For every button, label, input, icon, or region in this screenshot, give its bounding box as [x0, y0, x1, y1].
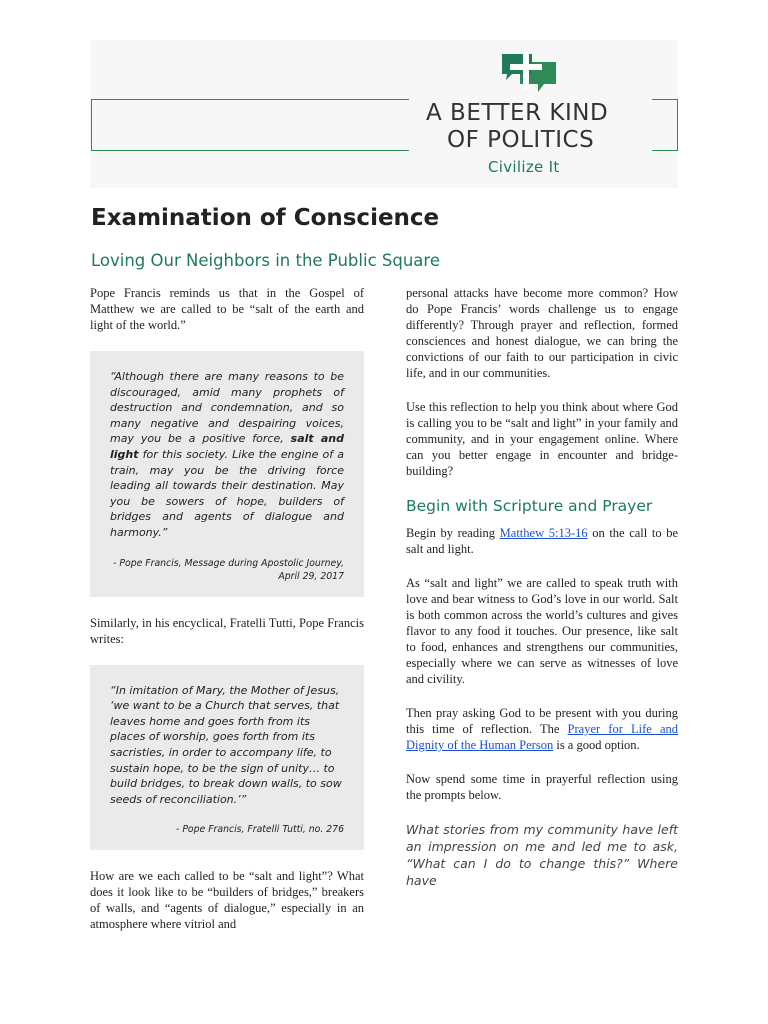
encyclical-paragraph: Similarly, in his encyclical, Fratelli Tutti, Pope Francis writes: [90, 615, 364, 646]
reflection-paragraph: Use this reflection to help you think about where God is calling you to be “salt and light” in your family and community, and in your engagement online. Where can you better engage in encounter and bridge-building? [406, 400, 678, 478]
quote-box-fratelli-tutti [90, 665, 364, 851]
reflection-prompt: What stories from my community have left an impression on me and led me to ask, “What can I do to change this?” Where have [406, 822, 678, 888]
text-part: Then pray asking God to be present with you during this time of reflection. The [406, 706, 678, 736]
quote-emphasis: salt and light [110, 432, 344, 461]
document-title: Examination of Conscience [91, 205, 440, 231]
text-part: Begin by reading [406, 526, 500, 540]
logo-text-line2: OF POLITICS [447, 127, 595, 153]
prayer-for-life-link[interactable]: Prayer for Life and Dignity of the Human Person [406, 722, 678, 752]
left-column [90, 285, 364, 950]
scripture-paragraph [406, 525, 678, 557]
prompts-intro-paragraph: Now spend some time in prayerful reflection using the prompts below. [406, 772, 678, 802]
quote-box-apostolic-journey [90, 351, 364, 597]
salt-light-paragraph: As “salt and light” we are called to speak truth with love and bear witness to God’s love in our world. Salt is both common across the world’s cultures and gives flavor to any food it touches. Our presence, like salt to food, enhances and strengthens our communities, especially where we can serve as witnesses of love and civility. [406, 576, 678, 686]
document-subtitle: Loving Our Neighbors in the Public Square [91, 251, 440, 270]
header-bracket-left [91, 99, 409, 151]
text-part: is a good option. [553, 738, 640, 752]
salt-and-light-question-paragraph: How are we each called to be “salt and light”? What does it look like to be “builders of bridges,” breakers of walls, and “agents of dialogue,” especially in an atmosphere where vitriol and [90, 869, 364, 932]
quote-text-part: for this society. Like the engine of a train, may you be the driving force leading all towards their destination. May you be sowers of hope, builders of bridges and agents of dialogue and harmony.” [110, 447, 344, 539]
text-part: on the call to be salt and light. [406, 526, 678, 556]
continuation-paragraph: personal attacks have become more common? How do Pope Francis’ words challenge us to engage differently? Through prayer and reflection, formed consciences and honest dialogue, we can bring the convictions of our faith to our participation in civic life, and in our communities. [406, 286, 678, 380]
logo-text-line1: A BETTER KIND [426, 100, 609, 126]
quote-source: - Pope Francis, Message during Apostolic Journey, April 29, 2017 [113, 557, 344, 582]
quote-text [110, 369, 344, 541]
prayer-paragraph [406, 705, 678, 753]
intro-paragraph: Pope Francis reminds us that in the Gospel of Matthew we are called to be “salt of the earth and light of the world.” [90, 286, 364, 332]
quote-text: “In imitation of Mary, the Mother of Jesus, ‘we want to be a Church that serves, that leaves home and goes forth from its places of worship, goes forth from its sacristies, in order to accompany life, to sustain hope, to be the sign of unity… to build bridges, to break down walls, to sow seeds of reconciliation.’” [110, 683, 342, 806]
right-column [406, 285, 678, 889]
header-bracket-right [652, 99, 678, 151]
quote-source: - Pope Francis, Fratelli Tutti, no. 276 [176, 824, 344, 836]
speech-bubbles-cross-icon [500, 52, 558, 94]
logo-tagline: Civilize It [488, 158, 560, 176]
section-heading-scripture-prayer: Begin with Scripture and Prayer [406, 497, 653, 515]
matthew-link[interactable]: Matthew 5:13-16 [499, 526, 588, 540]
quote-text-part: “Although there are many reasons to be discouraged, amid many prophets of destruction and condemnation, and so many negative and despairing voices, may you be a positive force, [110, 370, 344, 446]
